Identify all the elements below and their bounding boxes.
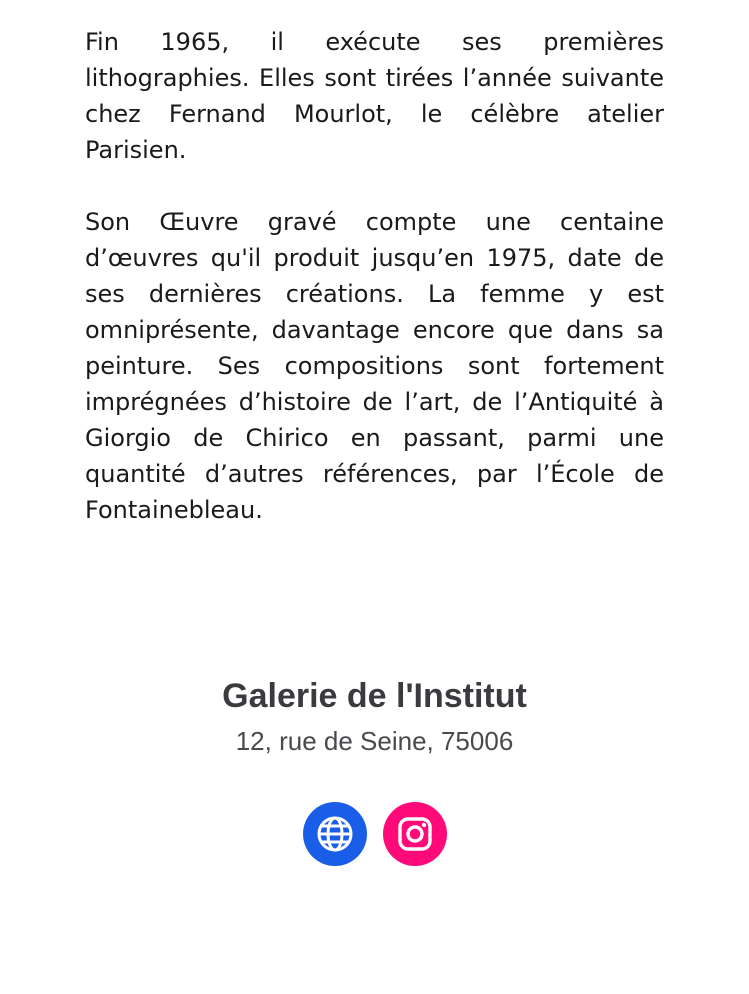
- article-paragraph: Son Œuvre gravé compte une centaine d’œuvres qu'il produit jusqu’en 1975, date de ses dernières créations. La femme y est omniprésente, davantage encore que dans sa peinture. Ses compositions sont fortement imprégnées d’histoire de l’art, de l’Antiquité à Giorgio de Chirico en passant, parmi une quantité d’autres références, par l’École de Fontainebleau.: [85, 208, 664, 524]
- article-body: [85, 24, 664, 528]
- gallery-name: Galerie de l'Institut: [222, 677, 527, 715]
- globe-icon: [315, 814, 355, 854]
- article-paragraph: Fin 1965, il exécute ses premières lithographies. Elles sont tirées l’année suivante chez Fernand Mourlot, le célèbre atelier Parisien.: [85, 28, 664, 164]
- website-link[interactable]: [303, 802, 367, 866]
- gallery-address: 12, rue de Seine, 75006: [235, 726, 514, 756]
- instagram-link[interactable]: [383, 802, 447, 866]
- social-links: [0, 802, 749, 866]
- instagram-icon: [395, 814, 435, 854]
- gallery-footer: [0, 674, 749, 866]
